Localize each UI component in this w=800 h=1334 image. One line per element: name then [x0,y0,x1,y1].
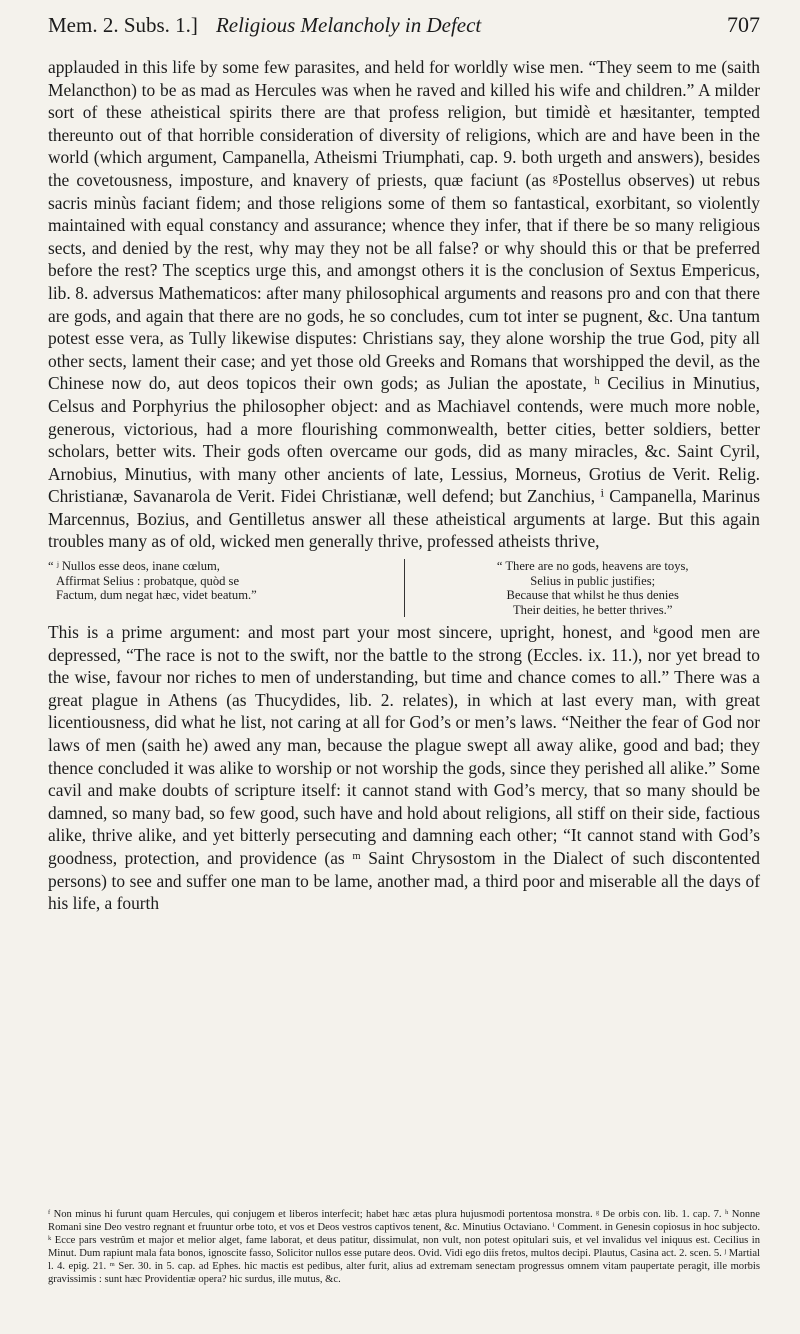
latin-verse-line: Affirmat Selius : probatque, quòd se [56,573,240,588]
running-title: Religious Melancholy in Defect [215,13,482,37]
english-verse-line: Their deities, he better thrives.” [512,602,673,617]
latin-verse-line: “ ʲ Nullos esse deos, inane cœlum, [48,559,220,574]
verse-divider [404,559,405,617]
verse-block [48,559,760,617]
latin-verse-line: Factum, dum negat hæc, videt beatum.” [56,588,257,603]
english-verse-line: Selius in public justifies; [530,573,656,588]
section-reference: Mem. 2. Subs. 1.] [48,13,198,37]
latin-verse [48,559,383,617]
page-number: 707 [727,12,760,37]
footnote-text: ᶠ Non minus hi furunt quam Hercules, qui conjugem et liberos interfecit; habet hæc ætas plura hujusmodi portentosa monstra. ᵍ De orbis con. lib. 1. cap. 7. ʰ Nonne Romani sine Deo vestro regnant et fruuntur orbe toto, et vos et Deos vestros captivos tenent, &c. Minutius Octaviano. ⁱ Comment. in Genesin copiosus in hoc subjecto. ᵏ Ecce pars vestrûm et major et melior alget, fame laborat, et deus patitur, dissimulat, non vult, non potest opitulari suis, et vel invalidus vel iniquus est. Cecilius in Minut. Dum rapiunt mala fata bonos, ignoscite fasso, Solicitor nullos esse putare deos. Ovid. Vidi ego diis fretos, multos decipi. Plautus, Casina act. 2. scen. 5. ʲ Martial l. 4. epig. 21. ᵐ Ser. 30. in 5. cap. ad Ephes. hic mactis est pedibus, alter furit, alius ad extremam senectam progressus omnem vitam paupertate peragit, ille morbis gravissimis : sunt hæc Providentiæ opera? hic surdus, ille mutus, &c. [48,1209,760,1285]
body-paragraph-1: applauded in this life by some few parasites, and held for worldly wise men. “They seem to me (saith Melancthon) to be as mad as Hercules was when he raved and killed his wife and children.” A milder sort of these atheistical spirits there are that profess religion, but timidè et hæsitanter, tempted thereunto out of that horrible consideration of diversity of religions, which are and have been in the world (which argument, Campanella, Atheismi Triumphati, cap. 9. both urgeth and answers), besides the covetousness, imposture, and knavery of priests, quæ faciunt (as ᵍPostellus observes) ut rebus sacris minùs faciant fidem; and those religions some of them so fantastical, exorbitant, so violently maintained with equal constancy and assurance; whence they infer, that if there be so many religious sects, and denied by the rest, why may they not be all false? or why should this or that be preferred before the rest? The sceptics urge this, and amongst others it is the conclusion of Sextus Empericus, lib. 8. adversus Mathematicos: after many philosophical arguments and reasons pro and con that there are gods, and again that there are no gods, he so concludes, cum tot inter se pugnent, &c. Una tantum potest esse vera, as Tully likewise disputes: Christians say, they alone worship the true God, pity all other sects, lament their case; and yet those old Greeks and Romans that worshipped the devil, as the Chinese now do, aut deos topicos their own gods; as Julian the apostate, ʰ Cecilius in Minutius, Celsus and Porphyrius the philosopher object: and as Machiavel contends, were much more noble, generous, victorious, had a more flourishing commonwealth, better cities, better soldiers, better scholars, better wits. Their gods often overcame our gods, did as many miracles, &c. Saint Cyril, Arnobius, Minutius, with many other ancients of late, Lessius, Morneus, Grotius de Verit. Relig. Christianæ, Savanarola de Verit. Fidei Christianæ, well defend; but Zanchius, ⁱ Campanella, Marinus Marcennus, Bozius, and Gentilletus answer all these atheistical arguments at large. But this again troubles many as of old, wicked men generally thrive, professed atheists thrive, [48,57,760,552]
body-paragraph-2: This is a prime argument: and most part your most sincere, upright, honest, and ᵏgood men are depressed, “The race is not to the swift, nor the battle to the strong (Eccles. ix. 11.), nor yet bread to the wise, favour nor riches to men of understanding, but time and chance comes to all.” There was a great plague in Athens (as Thucydides, lib. 2. relates), in which at last every man, with great licentiousness, did what he list, not caring at all for God’s or men’s laws. “Neither the fear of God nor laws of men (saith he) awed any man, because the plague swept all away alike, good and bad; they thence concluded it was alike to worship or not worship the gods, since they perished all alike.” Some cavil and make doubts of scripture itself: it cannot stand with God’s mercy, that so many should be damned, so many bad, so few good, such have and hold about religions, all stiff on their side, factious alike, thrive alike, and yet bitterly persecuting and damning each other; “It cannot stand with God’s goodness, protection, and providence (as ᵐ Saint Chrysostom in the Dialect of such discontented persons) to see and suffer one man to be lame, another mad, a third poor and miserable all the days of his life, a fourth [48,622,760,914]
english-verse-line: “ There are no gods, heavens are toys, [496,559,689,574]
english-verse-line: Because that whilst he thus denies [506,588,679,603]
footnotes [48,1208,760,1286]
english-verse [425,559,760,617]
running-header [48,12,760,56]
